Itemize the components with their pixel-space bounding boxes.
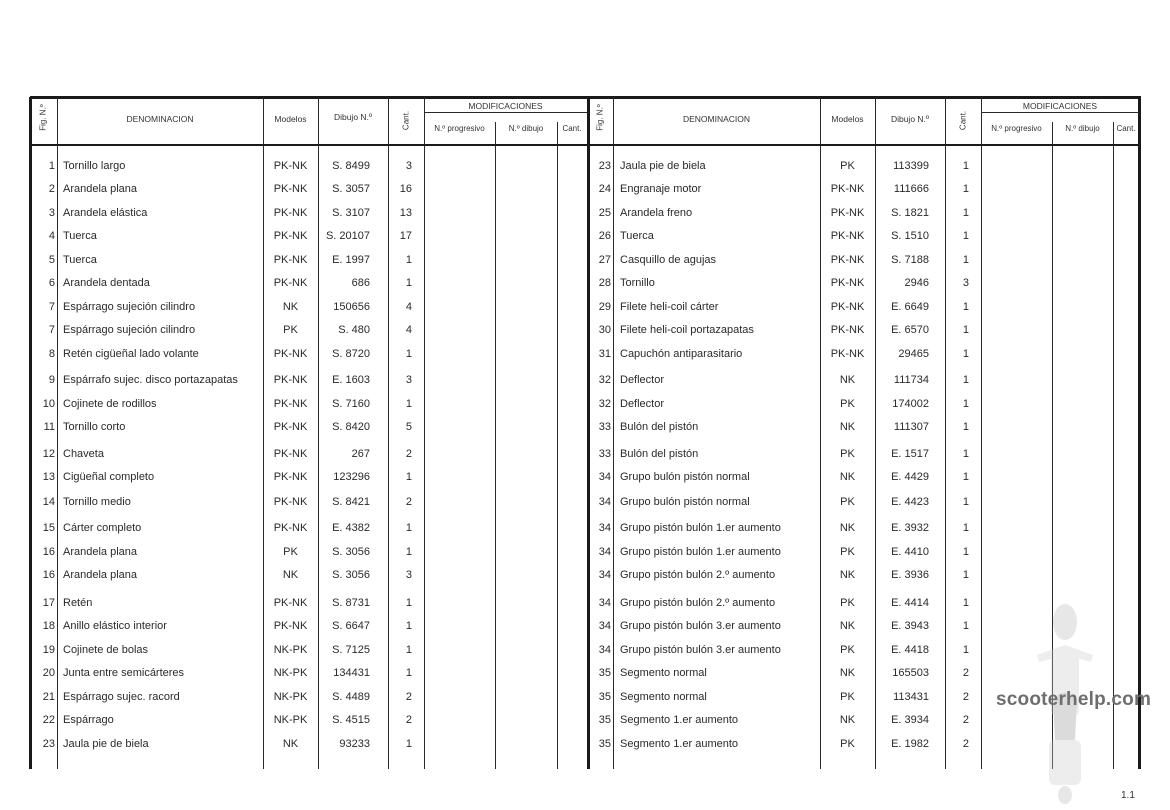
row-denominacion: Arandela plana (63, 546, 138, 558)
row-fig-number: 26 (598, 230, 611, 242)
row-modelos: PK-NK (273, 207, 308, 219)
row-denominacion: Segmento normal (620, 691, 707, 703)
row-cant: 1 (962, 620, 969, 632)
row-modelos: PK-NK (273, 348, 308, 360)
header-bottom-rule (30, 144, 1140, 146)
row-dibujo: E. 6649 (891, 301, 929, 313)
row-fig-number: 34 (598, 569, 611, 581)
row-modelos: PK (840, 496, 855, 508)
row-modelos: NK (839, 569, 856, 581)
row-denominacion: Tornillo medio (63, 496, 131, 508)
row-dibujo: 165503 (892, 667, 929, 679)
row-dibujo: E. 1997 (332, 254, 370, 266)
row-fig-number: 17 (42, 597, 55, 609)
page-number: 1.1 (1121, 790, 1135, 801)
row-fig-number: 27 (598, 254, 611, 266)
row-modelos: NK-PK (273, 667, 308, 679)
row-dibujo: 686 (351, 277, 370, 289)
row-modelos: PK-NK (273, 160, 308, 172)
header-denominacion: DENOMINACION (682, 114, 751, 124)
row-fig-number: 20 (42, 667, 55, 679)
row-denominacion: Tuerca (620, 230, 654, 242)
row-cant: 1 (962, 546, 969, 558)
row-modelos: PK (840, 691, 855, 703)
row-cant: 1 (405, 254, 412, 266)
row-dibujo: S. 8420 (332, 421, 370, 433)
row-fig-number: 4 (48, 230, 55, 242)
row-fig-number: 12 (42, 448, 55, 460)
row-cant: 1 (962, 348, 969, 360)
row-modelos: PK-NK (273, 374, 308, 386)
row-dibujo: 2946 (904, 277, 929, 289)
row-denominacion: Espárrago sujeción cilindro (63, 324, 196, 336)
row-dibujo: E. 4382 (332, 522, 370, 534)
row-cant: 1 (962, 207, 969, 219)
row-cant: 3 (405, 569, 412, 581)
row-fig-number: 3 (48, 207, 55, 219)
row-cant: 1 (405, 277, 412, 289)
row-denominacion: Espárrago sujeción cilindro (63, 301, 196, 313)
row-cant: 1 (962, 471, 969, 483)
row-fig-number: 5 (48, 254, 55, 266)
row-modelos: PK-NK (830, 254, 865, 266)
row-modelos: NK (839, 714, 856, 726)
row-denominacion: Cigüeñal completo (63, 471, 155, 483)
row-modelos: PK-NK (273, 183, 308, 195)
row-denominacion: Arandela dentada (63, 277, 150, 289)
row-fig-number: 13 (42, 471, 55, 483)
row-fig-number: 23 (598, 160, 611, 172)
row-dibujo: E. 4429 (891, 471, 929, 483)
row-modelos: NK (282, 738, 299, 750)
row-modelos: PK (840, 448, 855, 460)
row-dibujo: 174002 (892, 398, 929, 410)
header-modificaciones: MODIFICACIONES (468, 101, 543, 111)
row-fig-number: 2 (48, 183, 55, 195)
row-modelos: PK-NK (830, 277, 865, 289)
row-fig-number: 10 (42, 398, 55, 410)
row-cant: 5 (405, 421, 412, 433)
row-fig-number: 34 (598, 471, 611, 483)
row-modelos: PK (283, 546, 298, 558)
row-denominacion: Jaula pie de biela (620, 160, 706, 172)
row-denominacion: Espárrafo sujec. disco portazapatas (63, 374, 238, 386)
row-denominacion: Grupo pistón bulón 2.º aumento (620, 597, 776, 609)
row-cant: 1 (405, 348, 412, 360)
row-fig-number: 33 (598, 421, 611, 433)
row-denominacion: Grupo bulón pistón normal (620, 496, 750, 508)
row-modelos: NK (839, 374, 856, 386)
row-denominacion: Filete heli-coil cárter (620, 301, 719, 313)
row-cant: 1 (962, 374, 969, 386)
row-dibujo: S. 8421 (332, 496, 370, 508)
row-dibujo: 29465 (898, 348, 929, 360)
row-fig-number: 24 (598, 183, 611, 195)
row-fig-number: 22 (42, 714, 55, 726)
row-cant: 1 (962, 183, 969, 195)
row-denominacion: Capuchón antiparasitario (620, 348, 743, 360)
row-fig-number: 25 (598, 207, 611, 219)
header-num-dibujo: N.º dibujo (1065, 124, 1100, 133)
row-dibujo: S. 20107 (325, 230, 370, 242)
row-denominacion: Grupo pistón bulón 2.º aumento (620, 569, 776, 581)
header-dibujo: Dibujo N.º (890, 114, 930, 124)
row-dibujo: 111734 (893, 374, 929, 386)
row-fig-number: 34 (598, 546, 611, 558)
row-modelos: PK-NK (273, 277, 308, 289)
row-denominacion: Filete heli-coil portazapatas (620, 324, 754, 336)
row-denominacion: Cárter completo (63, 522, 142, 534)
row-modelos: PK (840, 644, 855, 656)
row-denominacion: Chaveta (63, 448, 104, 460)
row-dibujo: 267 (351, 448, 370, 460)
column-divider (424, 97, 425, 769)
row-cant: 3 (405, 160, 412, 172)
row-denominacion: Cojinete de bolas (63, 644, 149, 656)
row-fig-number: 6 (48, 277, 55, 289)
row-fig-number: 16 (42, 546, 55, 558)
row-cant: 3 (405, 374, 412, 386)
row-modelos: NK-PK (273, 714, 308, 726)
header-modelos: Modelos (274, 114, 307, 124)
row-fig-number: 34 (598, 522, 611, 534)
row-denominacion: Segmento 1.er aumento (620, 714, 739, 726)
row-modelos: PK-NK (830, 207, 865, 219)
row-dibujo: S. 480 (338, 324, 370, 336)
row-fig-number: 28 (598, 277, 611, 289)
row-cant: 16 (399, 183, 412, 195)
header-progresivo: N.º progresivo (434, 124, 485, 133)
row-dibujo: E. 4423 (891, 496, 929, 508)
row-dibujo: E. 3932 (891, 522, 929, 534)
header-dibujo: Dibujo N.º (333, 112, 373, 122)
watermark-text: scooterhelp.com (996, 689, 1152, 710)
row-dibujo: E. 4418 (891, 644, 929, 656)
row-denominacion: Retén cigüeñal lado volante (63, 348, 199, 360)
row-cant: 4 (405, 324, 412, 336)
row-denominacion: Segmento normal (620, 667, 707, 679)
row-fig-number: 34 (598, 496, 611, 508)
row-modelos: PK (840, 597, 855, 609)
row-modelos: PK-NK (830, 301, 865, 313)
row-denominacion: Grupo pistón bulón 3.er aumento (620, 620, 781, 632)
row-dibujo: 93233 (339, 738, 370, 750)
row-cant: 1 (962, 160, 969, 172)
row-denominacion: Jaula pie de biela (63, 738, 149, 750)
row-dibujo: E. 6570 (891, 324, 929, 336)
row-fig-number: 9 (48, 374, 55, 386)
row-modelos: PK-NK (830, 230, 865, 242)
row-fig-number: 35 (598, 738, 611, 750)
row-denominacion: Grupo pistón bulón 1.er aumento (620, 546, 781, 558)
row-modelos: PK-NK (273, 421, 308, 433)
row-cant: 2 (405, 691, 412, 703)
row-cant: 1 (962, 569, 969, 581)
row-modelos: NK (839, 471, 856, 483)
row-cant: 1 (962, 496, 969, 508)
row-fig-number: 11 (43, 421, 55, 433)
row-cant: 3 (962, 277, 969, 289)
row-fig-number: 15 (42, 522, 55, 534)
row-dibujo: S. 4515 (332, 714, 370, 726)
column-divider (981, 97, 982, 769)
row-cant: 1 (962, 230, 969, 242)
row-modelos: PK-NK (273, 398, 308, 410)
column-divider (557, 122, 558, 769)
row-cant: 13 (399, 207, 412, 219)
header-fig: Fig. N.º (38, 104, 48, 131)
row-fig-number: 7 (48, 324, 55, 336)
row-fig-number: 8 (48, 348, 55, 360)
row-cant: 1 (405, 667, 412, 679)
row-denominacion: Arandela elástica (63, 207, 148, 219)
row-cant: 17 (399, 230, 412, 242)
row-cant: 1 (405, 471, 412, 483)
column-divider (57, 97, 58, 769)
row-dibujo: E. 1517 (891, 448, 929, 460)
row-dibujo: 111307 (893, 421, 929, 433)
row-denominacion: Junta entre semicárteres (63, 667, 185, 679)
row-dibujo: S. 1821 (891, 207, 929, 219)
row-denominacion: Grupo bulón pistón normal (620, 471, 750, 483)
row-fig-number: 34 (598, 597, 611, 609)
row-denominacion: Tuerca (63, 254, 97, 266)
row-cant: 1 (405, 620, 412, 632)
row-denominacion: Tornillo largo (63, 160, 126, 172)
header-cant: Cant. (401, 110, 411, 131)
row-dibujo: 111666 (893, 183, 929, 195)
row-cant: 1 (405, 546, 412, 558)
header-cant: Cant. (958, 110, 968, 131)
header-fig: Fig. N.º (595, 104, 605, 131)
row-dibujo: S. 3056 (332, 546, 370, 558)
row-cant: 2 (962, 667, 969, 679)
column-divider (613, 97, 614, 769)
row-cant: 1 (962, 324, 969, 336)
row-dibujo: S. 6647 (332, 620, 370, 632)
row-modelos: PK-NK (273, 254, 308, 266)
row-modelos: PK-NK (830, 183, 865, 195)
row-dibujo: E. 4414 (891, 597, 929, 609)
row-cant: 4 (405, 301, 412, 313)
row-cant: 1 (405, 522, 412, 534)
row-dibujo: S. 3107 (332, 207, 370, 219)
row-modelos: PK-NK (830, 348, 865, 360)
row-denominacion: Tornillo corto (63, 421, 126, 433)
row-cant: 1 (962, 301, 969, 313)
row-fig-number: 30 (598, 324, 611, 336)
row-cant: 1 (405, 644, 412, 656)
modificaciones-divider (981, 112, 1139, 113)
row-cant: 2 (405, 496, 412, 508)
row-modelos: PK-NK (273, 597, 308, 609)
row-fig-number: 33 (598, 448, 611, 460)
row-denominacion: Segmento 1.er aumento (620, 738, 739, 750)
row-dibujo: S. 7160 (332, 398, 370, 410)
row-modelos: PK-NK (273, 471, 308, 483)
row-denominacion: Bulón del pistón (620, 448, 699, 460)
row-modelos: NK (282, 569, 299, 581)
row-fig-number: 32 (598, 398, 611, 410)
row-fig-number: 19 (42, 644, 55, 656)
row-dibujo: 134431 (333, 667, 370, 679)
row-cant: 2 (962, 738, 969, 750)
row-denominacion: Retén (63, 597, 93, 609)
row-fig-number: 31 (598, 348, 611, 360)
row-cant: 1 (962, 522, 969, 534)
row-modelos: NK-PK (273, 691, 308, 703)
row-dibujo: 150656 (333, 301, 370, 313)
row-denominacion: Arandela plana (63, 569, 138, 581)
row-dibujo: S. 8499 (332, 160, 370, 172)
row-fig-number: 23 (42, 738, 55, 750)
row-dibujo: S. 8731 (332, 597, 370, 609)
row-denominacion: Casquillo de agujas (620, 254, 717, 266)
row-dibujo: S. 7125 (332, 644, 370, 656)
row-denominacion: Anillo elástico interior (63, 620, 167, 632)
row-cant: 1 (962, 597, 969, 609)
row-dibujo: 123296 (333, 471, 370, 483)
row-dibujo: 113399 (893, 160, 929, 172)
row-dibujo: E. 3943 (891, 620, 929, 632)
row-fig-number: 18 (42, 620, 55, 632)
header-progresivo: N.º progresivo (991, 124, 1042, 133)
row-modelos: PK-NK (273, 496, 308, 508)
row-denominacion: Tornillo (620, 277, 655, 289)
row-denominacion: Espárrago (63, 714, 114, 726)
header-modelos: Modelos (831, 114, 864, 124)
row-denominacion: Grupo pistón bulón 1.er aumento (620, 522, 781, 534)
row-denominacion: Deflector (620, 398, 665, 410)
row-denominacion: Bulón del pistón (620, 421, 699, 433)
row-modelos: NK (839, 667, 856, 679)
row-denominacion: Cojinete de rodillos (63, 398, 157, 410)
row-dibujo: 113431 (893, 691, 929, 703)
row-denominacion: Espárrago sujec. racord (63, 691, 180, 703)
row-fig-number: 14 (42, 496, 55, 508)
header-modificaciones: MODIFICACIONES (1022, 101, 1098, 111)
row-denominacion: Grupo pistón bulón 3.er aumento (620, 644, 781, 656)
right-table-border (1138, 97, 1141, 769)
column-divider (1113, 122, 1114, 769)
row-modelos: PK (840, 738, 855, 750)
row-modelos: PK-NK (273, 448, 308, 460)
header-mod-cant: Cant. (562, 124, 582, 133)
row-fig-number: 1 (48, 160, 55, 172)
row-dibujo: S. 1510 (891, 230, 929, 242)
row-denominacion: Tuerca (63, 230, 97, 242)
row-modelos: PK-NK (273, 522, 308, 534)
row-cant: 1 (405, 738, 412, 750)
row-fig-number: 35 (598, 667, 611, 679)
table-top-rule (30, 96, 1141, 99)
row-fig-number: 7 (48, 301, 55, 313)
row-fig-number: 32 (598, 374, 611, 386)
row-cant: 1 (962, 644, 969, 656)
row-fig-number: 34 (598, 620, 611, 632)
row-modelos: PK (840, 546, 855, 558)
row-fig-number: 16 (42, 569, 55, 581)
row-cant: 1 (962, 448, 969, 460)
row-dibujo: E. 3934 (891, 714, 929, 726)
header-denominacion: DENOMINACION (126, 114, 194, 124)
row-modelos: NK (839, 421, 856, 433)
row-modelos: PK-NK (273, 620, 308, 632)
row-denominacion: Engranaje motor (620, 183, 702, 195)
row-modelos: PK (840, 398, 855, 410)
row-modelos: PK-NK (273, 230, 308, 242)
row-modelos: NK-PK (273, 644, 308, 656)
row-fig-number: 35 (598, 691, 611, 703)
row-cant: 2 (405, 448, 412, 460)
row-dibujo: S. 3056 (332, 569, 370, 581)
row-cant: 2 (962, 691, 969, 703)
row-modelos: PK-NK (830, 324, 865, 336)
row-modelos: PK (840, 160, 855, 172)
row-dibujo: E. 1603 (332, 374, 370, 386)
row-cant: 1 (405, 398, 412, 410)
column-divider (495, 122, 496, 769)
row-modelos: NK (839, 620, 856, 632)
row-fig-number: 21 (42, 691, 55, 703)
modificaciones-divider (424, 112, 587, 113)
row-dibujo: S. 3057 (332, 183, 370, 195)
row-dibujo: S. 8720 (332, 348, 370, 360)
row-dibujo: S. 4489 (332, 691, 370, 703)
row-cant: 1 (405, 597, 412, 609)
row-dibujo: E. 4410 (891, 546, 929, 558)
row-fig-number: 34 (598, 644, 611, 656)
row-dibujo: E. 1982 (891, 738, 929, 750)
row-cant: 2 (962, 714, 969, 726)
row-fig-number: 29 (598, 301, 611, 313)
row-modelos: NK (282, 301, 299, 313)
header-mod-cant: Cant. (1116, 124, 1136, 133)
header-num-dibujo: N.º dibujo (508, 124, 544, 133)
row-dibujo: S. 7188 (891, 254, 929, 266)
row-cant: 2 (405, 714, 412, 726)
row-fig-number: 35 (598, 714, 611, 726)
row-modelos: PK (283, 324, 298, 336)
row-cant: 1 (962, 421, 969, 433)
row-cant: 1 (962, 254, 969, 266)
row-cant: 1 (962, 398, 969, 410)
row-denominacion: Arandela plana (63, 183, 138, 195)
row-modelos: NK (839, 522, 856, 534)
row-denominacion: Deflector (620, 374, 665, 386)
row-denominacion: Arandela freno (620, 207, 693, 219)
row-dibujo: E. 3936 (891, 569, 929, 581)
